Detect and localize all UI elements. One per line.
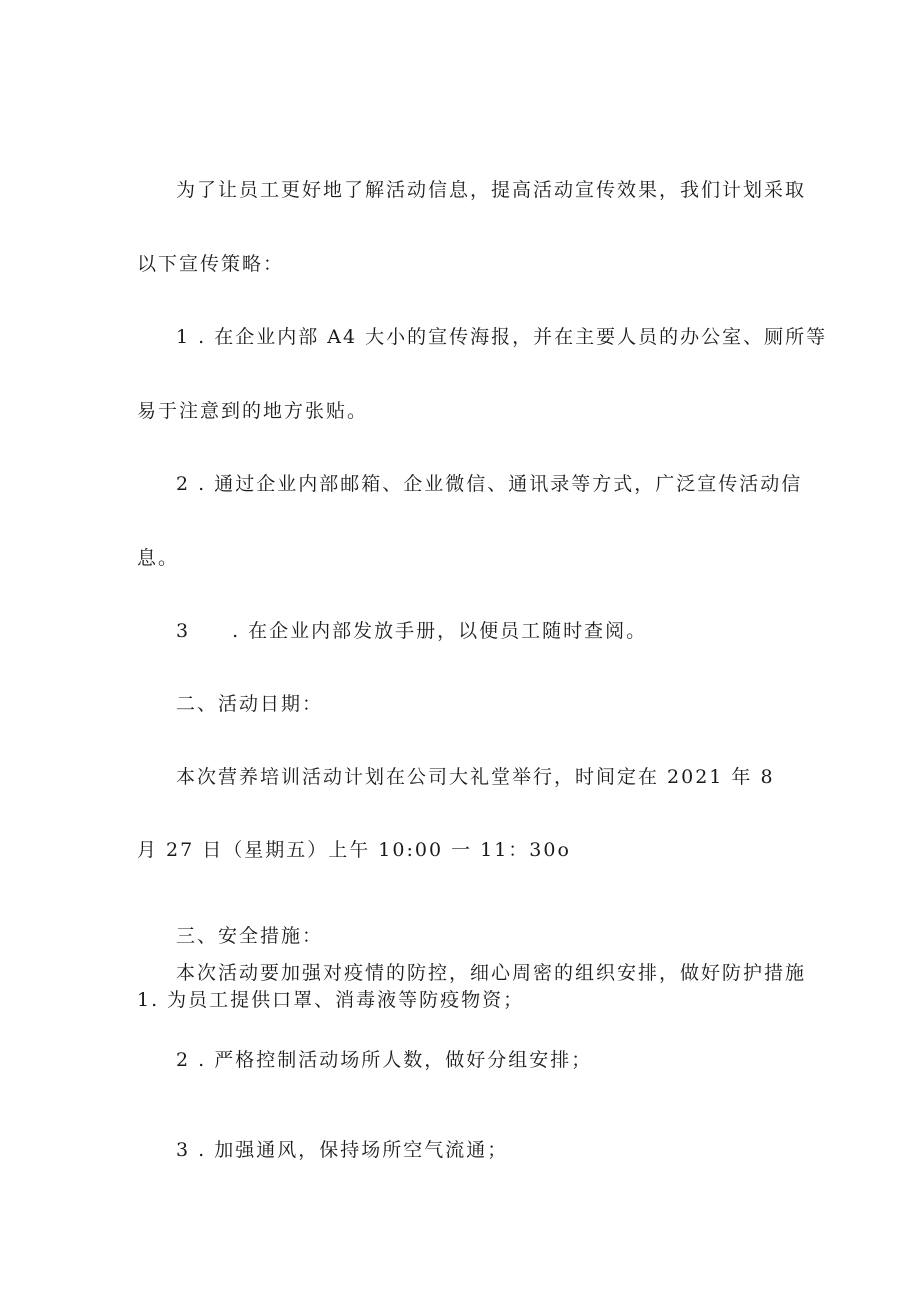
list-item-line: 1 . 在企业内部 A4 大小的宣传海报，并在主要人员的办公室、厕所等 bbox=[176, 326, 828, 348]
list-item-line: 3 . 在企业内部发放手册，以便员工随时查阅。 bbox=[176, 620, 648, 642]
paragraph-line: 为了让员工更好地了解活动信息，提高活动宣传效果，我们计划采取 bbox=[176, 179, 807, 201]
paragraph-line: 本次营养培训活动计划在公司大礼堂举行，时间定在 2021 年 8 bbox=[176, 766, 775, 788]
paragraph-line: 月 27 日（星期五）上午 10:00 一 11：30o bbox=[137, 839, 571, 861]
list-item-line: 2 . 严格控制活动场所人数，做好分组安排； bbox=[176, 1049, 593, 1071]
section-heading: 二、活动日期： bbox=[176, 693, 324, 715]
list-item-line: 易于注意到的地方张贴。 bbox=[137, 400, 369, 422]
list-item-line: 1. 为员工提供口罩、消毒液等防疫物资； bbox=[137, 989, 525, 1011]
list-item-line: 3 . 加强通风，保持场所空气流通； bbox=[176, 1139, 509, 1161]
paragraph-line: 以下宣传策略： bbox=[137, 253, 285, 275]
section-heading: 三、安全措施： bbox=[176, 925, 324, 947]
list-item-line: 息。 bbox=[137, 547, 180, 569]
list-item-line: 2 . 通过企业内部邮箱、企业微信、通讯录等方式，广泛宣传活动信 bbox=[176, 473, 803, 495]
paragraph-line: 本次活动要加强对疫情的防控，细心周密的组织安排，做好防护措施 bbox=[176, 962, 807, 984]
